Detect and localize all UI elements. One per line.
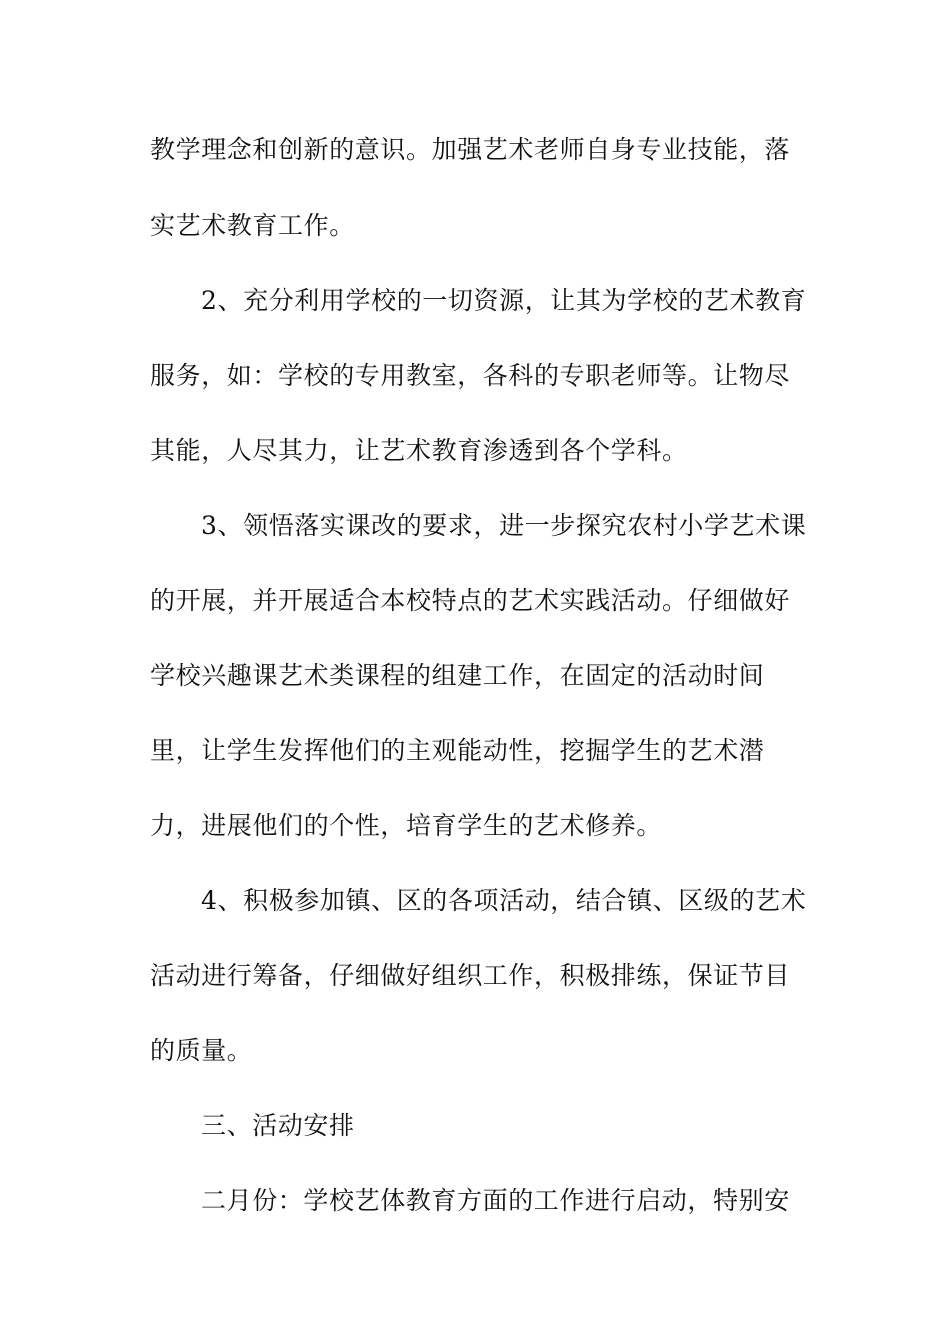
text-line: 教学理念和创新的意识。加强艺术老师自身专业技能，落 (150, 135, 791, 164)
text-line: 里，让学生发挥他们的主观能动性，挖掘学生的艺术潜 (150, 736, 765, 765)
text-line: 的开展，并开展适合本校特点的艺术实践活动。仔细做好 (150, 586, 791, 615)
text-line: 2、充分利用学校的一切资源，让其为学校的艺术教育 (201, 286, 807, 315)
text-line: 服务，如：学校的专用教室，各科的专职老师等。让物尽 (150, 361, 791, 390)
text-line: 实艺术教育工作。 (150, 211, 355, 240)
text-line: 其能，人尽其力，让艺术教育渗透到各个学科。 (150, 436, 688, 465)
text-line: 学校兴趣课艺术类课程的组建工作，在固定的活动时间 (150, 661, 765, 690)
text-line: 二月份：学校艺体教育方面的工作进行启动，特别安 (201, 1186, 790, 1215)
text-line: 3、领悟落实课改的要求，进一步探究农村小学艺术课 (201, 511, 807, 540)
text-line: 的质量。 (150, 1036, 253, 1065)
text-line: 活动进行筹备，仔细做好组织工作，积极排练，保证节目 (150, 961, 791, 990)
text-line: 力，进展他们的个性，培育学生的艺术修养。 (150, 811, 663, 840)
text-line: 4、积极参加镇、区的各项活动，结合镇、区级的艺术 (201, 886, 807, 915)
section-heading: 三、活动安排 (201, 1111, 355, 1140)
